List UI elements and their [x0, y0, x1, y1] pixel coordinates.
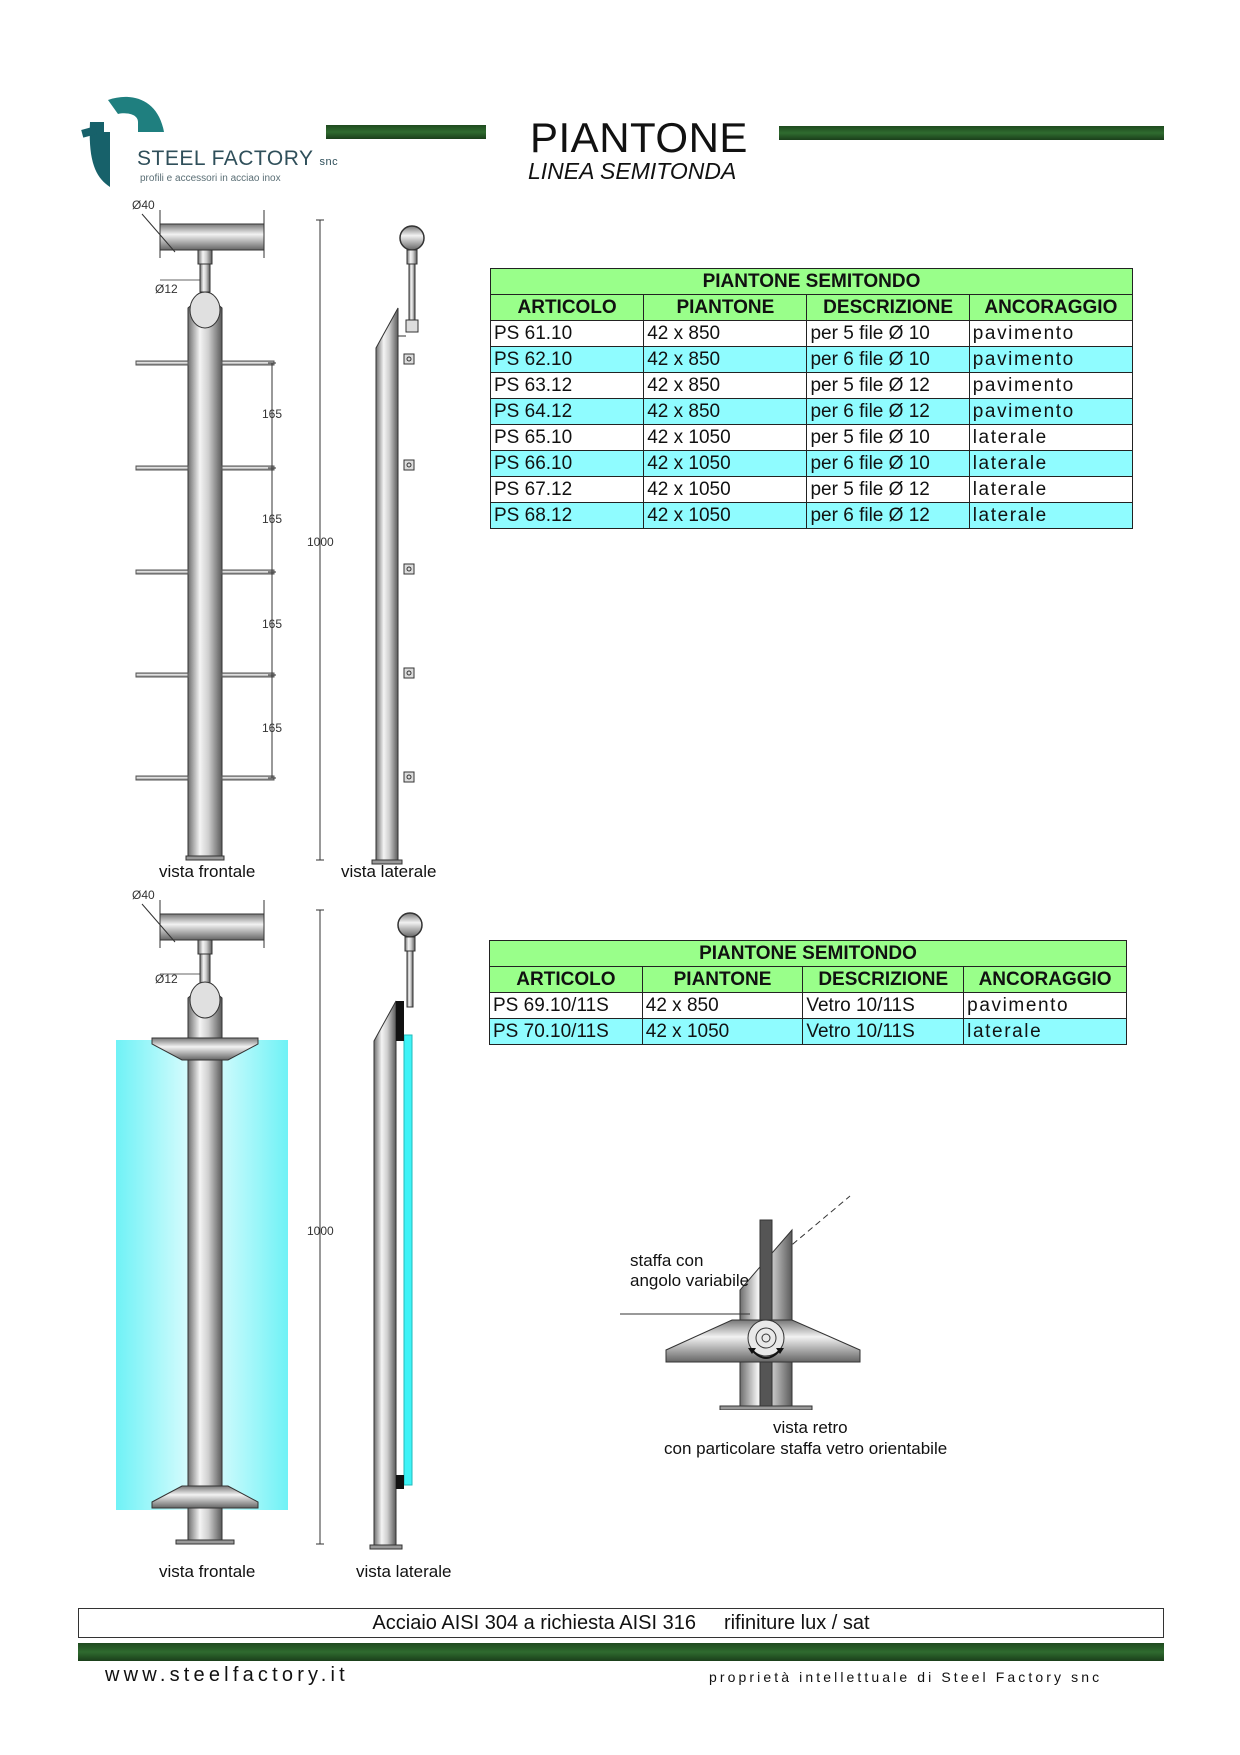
website-link[interactable]: www.steelfactory.it — [105, 1664, 349, 1686]
page-subtitle: LINEA SEMITONDA — [528, 158, 737, 184]
table-caption: PIANTONE SEMITONDO — [491, 269, 1133, 295]
table-row — [490, 993, 1127, 1019]
cell-piantone: 42 x 850 — [644, 321, 807, 347]
table-row — [491, 477, 1133, 503]
cell-piantone: 42 x 1050 — [642, 1019, 803, 1045]
front-view-label: vista frontale — [159, 862, 256, 881]
cell-articolo: PS 68.12 — [491, 503, 644, 529]
cell-ancoraggio: pavimento — [969, 399, 1132, 425]
cell-piantone: 42 x 850 — [642, 993, 803, 1019]
brand-tagline: profili e accessori in acciao inox — [140, 173, 281, 184]
table-row — [491, 373, 1133, 399]
cell-piantone: 42 x 1050 — [644, 451, 807, 477]
table-row — [491, 347, 1133, 373]
table-row — [490, 1019, 1127, 1045]
cell-descrizione: per 6 file Ø 12 — [807, 503, 969, 529]
front-view-drawing-2 — [110, 890, 340, 1550]
front-view-label: vista frontale — [159, 1562, 256, 1581]
spec-table-2 — [489, 940, 1127, 1045]
cell-piantone: 42 x 850 — [644, 347, 807, 373]
side-view-drawing-1 — [360, 220, 440, 870]
cell-piantone: 42 x 850 — [644, 373, 807, 399]
cell-ancoraggio: laterale — [969, 451, 1132, 477]
cell-articolo: PS 67.12 — [491, 477, 644, 503]
cell-articolo: PS 69.10/11S — [490, 993, 643, 1019]
cell-articolo: PS 62.10 — [491, 347, 644, 373]
cell-ancoraggio: laterale — [969, 477, 1132, 503]
header-bar-right — [779, 126, 1164, 140]
side-view-label: vista laterale — [341, 862, 437, 881]
side-view-label: vista laterale — [356, 1562, 452, 1581]
bracket-note-line2: angolo variabile — [630, 1271, 750, 1290]
header-bar-left — [326, 125, 486, 139]
dimension-diameter-pin: Ø12 — [155, 282, 178, 296]
column-header: ARTICOLO — [490, 967, 643, 993]
material-box — [78, 1608, 1164, 1638]
footer-bar — [78, 1643, 1164, 1661]
brand-name-text: STEEL FACTORY — [137, 147, 314, 170]
cell-piantone: 42 x 1050 — [644, 425, 807, 451]
cell-descrizione: per 6 file Ø 10 — [807, 451, 969, 477]
dimension-height: 1000 — [307, 535, 334, 549]
cell-ancoraggio: laterale — [969, 425, 1132, 451]
column-header: PIANTONE — [644, 295, 807, 321]
cell-articolo: PS 66.10 — [491, 451, 644, 477]
cell-ancoraggio: pavimento — [969, 321, 1132, 347]
cell-descrizione: per 5 file Ø 12 — [807, 477, 969, 503]
cell-piantone: 42 x 850 — [644, 399, 807, 425]
side-view-drawing-2 — [360, 905, 440, 1555]
dimension-spacing: 165 — [262, 721, 283, 735]
column-header: PIANTONE — [642, 967, 803, 993]
dimension-diameter-pin: Ø12 — [155, 972, 178, 986]
cell-descrizione: per 5 file Ø 10 — [807, 321, 969, 347]
cell-descrizione: Vetro 10/11S — [803, 993, 964, 1019]
cell-ancoraggio: laterale — [964, 1019, 1127, 1045]
finish-text: rifiniture lux / sat — [723, 1611, 870, 1634]
dimension-diameter-top: Ø40 — [132, 888, 155, 902]
dimension-diameter-top: Ø40 — [132, 198, 155, 212]
cell-ancoraggio: pavimento — [969, 373, 1132, 399]
dimension-spacing: 165 — [262, 617, 283, 631]
cell-piantone: 42 x 1050 — [644, 477, 807, 503]
cell-descrizione: per 5 file Ø 10 — [807, 425, 969, 451]
cell-articolo: PS 61.10 — [491, 321, 644, 347]
column-header: ANCORAGGIO — [964, 967, 1127, 993]
cell-articolo: PS 70.10/11S — [490, 1019, 643, 1045]
dimension-height: 1000 — [307, 1224, 334, 1238]
table-row — [491, 399, 1133, 425]
cell-articolo: PS 63.12 — [491, 373, 644, 399]
cell-descrizione: Vetro 10/11S — [803, 1019, 964, 1045]
spec-table-1 — [490, 268, 1133, 529]
column-header: ARTICOLO — [491, 295, 644, 321]
dimension-spacing: 165 — [262, 407, 283, 421]
cell-articolo: PS 65.10 — [491, 425, 644, 451]
table-row — [491, 451, 1133, 477]
cell-descrizione: per 5 file Ø 12 — [807, 373, 969, 399]
material-text: Acciaio AISI 304 a richiesta AISI 316 — [372, 1611, 696, 1634]
bracket-note-line1: staffa con — [630, 1251, 704, 1270]
brand-suffix: snc — [319, 156, 339, 168]
column-header: ANCORAGGIO — [969, 295, 1132, 321]
cell-piantone: 42 x 1050 — [644, 503, 807, 529]
detail-caption-line2: con particolare staffa vetro orientabile — [664, 1439, 948, 1458]
cell-ancoraggio: pavimento — [964, 993, 1127, 1019]
column-header: DESCRIZIONE — [807, 295, 969, 321]
table-row — [491, 503, 1133, 529]
cell-ancoraggio: laterale — [969, 503, 1132, 529]
brand-name — [137, 147, 338, 171]
copyright-text: proprietà intellettuale di Steel Factory snc — [709, 1669, 1103, 1685]
cell-descrizione: per 6 file Ø 10 — [807, 347, 969, 373]
table-row — [491, 321, 1133, 347]
bracket-detail-drawing — [620, 1190, 900, 1410]
detail-caption-line1: vista retro — [773, 1418, 848, 1437]
cell-articolo: PS 64.12 — [491, 399, 644, 425]
cell-descrizione: per 6 file Ø 12 — [807, 399, 969, 425]
cell-ancoraggio: pavimento — [969, 347, 1132, 373]
table-row — [491, 425, 1133, 451]
dimension-spacing: 165 — [262, 512, 283, 526]
table-caption: PIANTONE SEMITONDO — [490, 941, 1127, 967]
page-title: PIANTONE — [530, 114, 748, 161]
column-header: DESCRIZIONE — [803, 967, 964, 993]
